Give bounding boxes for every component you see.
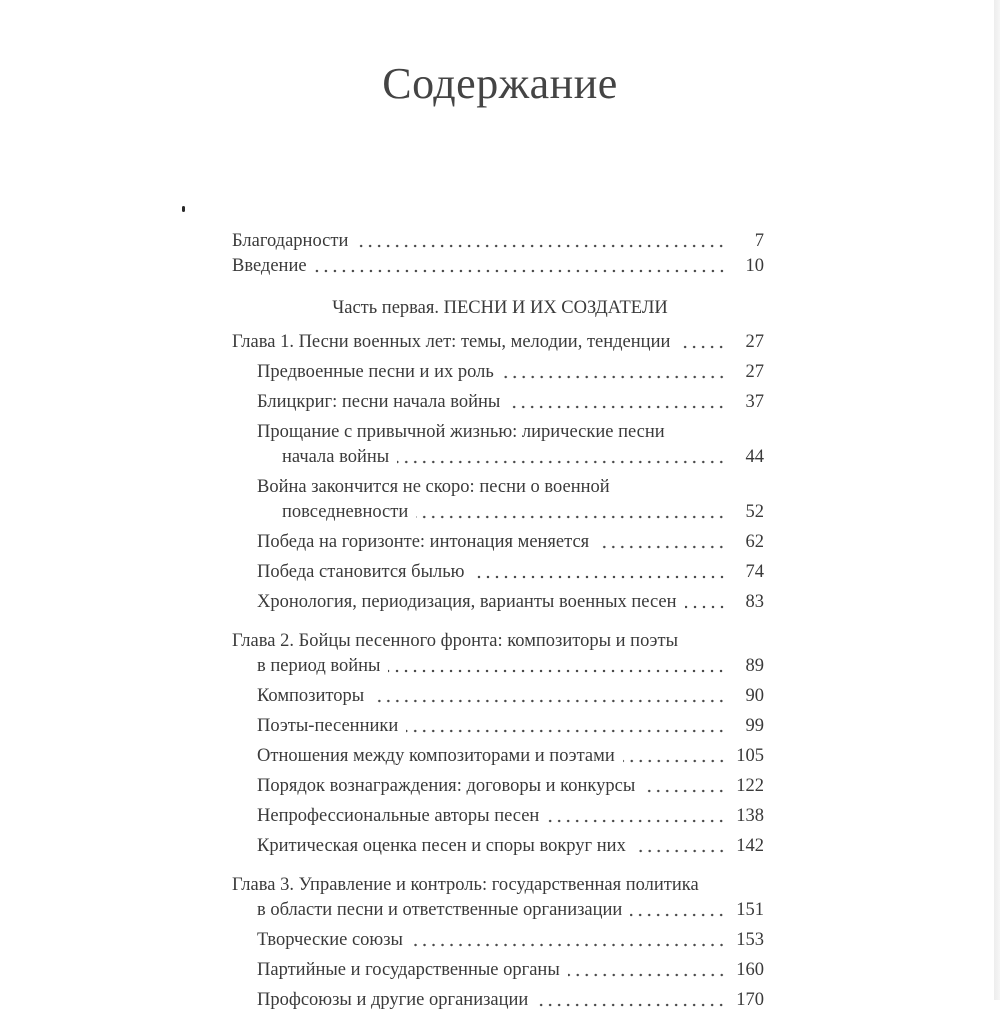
toc-section-line <box>232 560 764 585</box>
toc-entry-title-cont: в области песни и ответственные организации <box>257 900 623 920</box>
toc-section[interactable] <box>232 958 764 983</box>
toc-section-line <box>232 590 764 615</box>
toc-entry-title: Глава 1. Песни военных лет: темы, мелодии, тенденции <box>232 332 671 352</box>
toc-entry-title: Победа на горизонте: интонация меняется <box>257 532 590 552</box>
dot-leader <box>568 973 726 977</box>
dot-leader <box>623 759 726 763</box>
toc-section-line <box>232 928 764 953</box>
toc-entry-title: Композиторы <box>257 686 365 706</box>
toc-entry-title: Критическая оценка песен и споры вокруг них <box>257 836 626 856</box>
toc-entry-title: Непрофессиональные авторы песен <box>257 806 540 826</box>
toc-chapter-line <box>232 330 764 355</box>
toc-page-number: 122 <box>736 776 764 796</box>
toc-chapter[interactable] <box>232 873 764 923</box>
toc-entry-title: Благодарности <box>232 231 349 251</box>
dot-leader <box>502 375 726 379</box>
dot-leader <box>388 669 726 673</box>
toc-section[interactable] <box>232 590 764 615</box>
toc-chapter-line <box>232 654 764 679</box>
table-of-contents <box>232 229 764 1018</box>
toc-page-number: 74 <box>745 562 764 582</box>
toc-chapter-line <box>232 898 764 923</box>
dot-leader <box>630 913 726 917</box>
dot-leader <box>643 789 726 793</box>
toc-section-line <box>232 445 764 470</box>
toc-page-number: 44 <box>745 447 764 467</box>
toc-section[interactable] <box>232 804 764 829</box>
toc-section[interactable] <box>232 744 764 769</box>
toc-entry-title: Отношения между композиторами и поэтами <box>257 746 615 766</box>
dot-leader <box>372 699 726 703</box>
toc-entry-title: Введение <box>232 256 307 276</box>
toc-section-line <box>232 500 764 525</box>
dot-leader <box>315 269 726 273</box>
toc-section-line <box>232 834 764 859</box>
toc-entry-title: Глава 2. Бойцы песенного фронта: композиторы и поэты <box>232 631 679 651</box>
toc-entry-title-cont: в период войны <box>257 656 381 676</box>
toc-page-number: 160 <box>736 960 764 980</box>
dot-leader <box>536 1003 726 1007</box>
toc-section-line <box>232 684 764 709</box>
toc-entry-title: Творческие союзы <box>257 930 403 950</box>
toc-entry-title: Хронология, периодизация, варианты военных песен <box>257 592 677 612</box>
toc-section[interactable] <box>232 684 764 709</box>
toc-entry-title: Прощание с привычной жизнью: лирические песни <box>257 422 665 442</box>
toc-entry-title-cont: повседневности <box>282 502 409 522</box>
toc-section[interactable] <box>232 928 764 953</box>
toc-page-number: 170 <box>736 990 764 1010</box>
toc-page-number: 153 <box>736 930 764 950</box>
toc-page-number: 10 <box>745 256 764 276</box>
toc-section-line <box>232 988 764 1013</box>
toc-section[interactable] <box>232 834 764 859</box>
dot-leader <box>356 244 726 248</box>
toc-page-number: 27 <box>745 332 764 352</box>
toc-chapter[interactable] <box>232 629 764 679</box>
toc-section-line <box>232 390 764 415</box>
dot-leader <box>411 943 726 947</box>
dot-leader <box>685 605 727 609</box>
toc-section-line <box>232 530 764 555</box>
toc-entry-title: Победа становится былью <box>257 562 465 582</box>
toc-page-number: 99 <box>745 716 764 736</box>
dot-leader <box>473 575 726 579</box>
toc-entry-acknowledgements[interactable] <box>232 229 764 254</box>
toc-section[interactable] <box>232 988 764 1013</box>
toc-page-number: 37 <box>745 392 764 412</box>
toc-page-number: 83 <box>745 592 764 612</box>
toc-entry-title-cont: начала войны <box>282 447 390 467</box>
ink-speck <box>182 206 185 212</box>
toc-entry-title: Партийные и государственные органы <box>257 960 560 980</box>
toc-entry-title: Война закончится не скоро: песни о военной <box>257 477 610 497</box>
toc-section[interactable] <box>232 475 764 525</box>
toc-entry-title: Поэты-песенники <box>257 716 399 736</box>
toc-section-line <box>232 744 764 769</box>
dot-leader <box>634 849 726 853</box>
toc-section[interactable] <box>232 360 764 385</box>
toc-page-number: 27 <box>745 362 764 382</box>
page-title: Содержание <box>382 59 618 108</box>
toc-page-number: 7 <box>754 231 764 251</box>
toc-page-number: 52 <box>745 502 764 522</box>
toc-section-line <box>232 714 764 739</box>
toc-section[interactable] <box>232 560 764 585</box>
dot-leader <box>397 460 726 464</box>
toc-section[interactable] <box>232 420 764 470</box>
toc-page-number: 62 <box>745 532 764 552</box>
page-edge <box>994 0 1000 1000</box>
toc-section-line <box>232 804 764 829</box>
toc-section-line <box>232 958 764 983</box>
toc-section[interactable] <box>232 530 764 555</box>
toc-section-line <box>232 360 764 385</box>
toc-entry-title: Блицкриг: песни начала войны <box>257 392 501 412</box>
toc-page-number: 151 <box>736 900 764 920</box>
toc-entry-title: Профсоюзы и другие организации <box>257 990 529 1010</box>
dot-leader <box>416 515 726 519</box>
toc-section[interactable] <box>232 714 764 739</box>
dot-leader <box>406 729 726 733</box>
toc-chapter[interactable] <box>232 330 764 355</box>
toc-section[interactable] <box>232 390 764 415</box>
toc-page-number: 90 <box>745 686 764 706</box>
toc-page-number: 142 <box>736 836 764 856</box>
toc-page-number: 105 <box>736 746 764 766</box>
toc-entry-title: Предвоенные песни и их роль <box>257 362 494 382</box>
part-heading: Часть первая. ПЕСНИ И ИХ СОЗДАТЕЛИ <box>332 298 668 318</box>
toc-page-number: 89 <box>745 656 764 676</box>
toc-section-line <box>232 774 764 799</box>
toc-page-number: 138 <box>736 806 764 826</box>
toc-section[interactable] <box>232 774 764 799</box>
toc-entry-title: Глава 3. Управление и контроль: государственная политика <box>232 875 699 895</box>
dot-leader <box>678 345 726 349</box>
toc-entry-title: Порядок вознаграждения: договоры и конкурсы <box>257 776 636 796</box>
dot-leader <box>547 819 726 823</box>
dot-leader <box>597 545 726 549</box>
toc-entry-introduction[interactable] <box>232 254 764 279</box>
dot-leader <box>508 405 726 409</box>
